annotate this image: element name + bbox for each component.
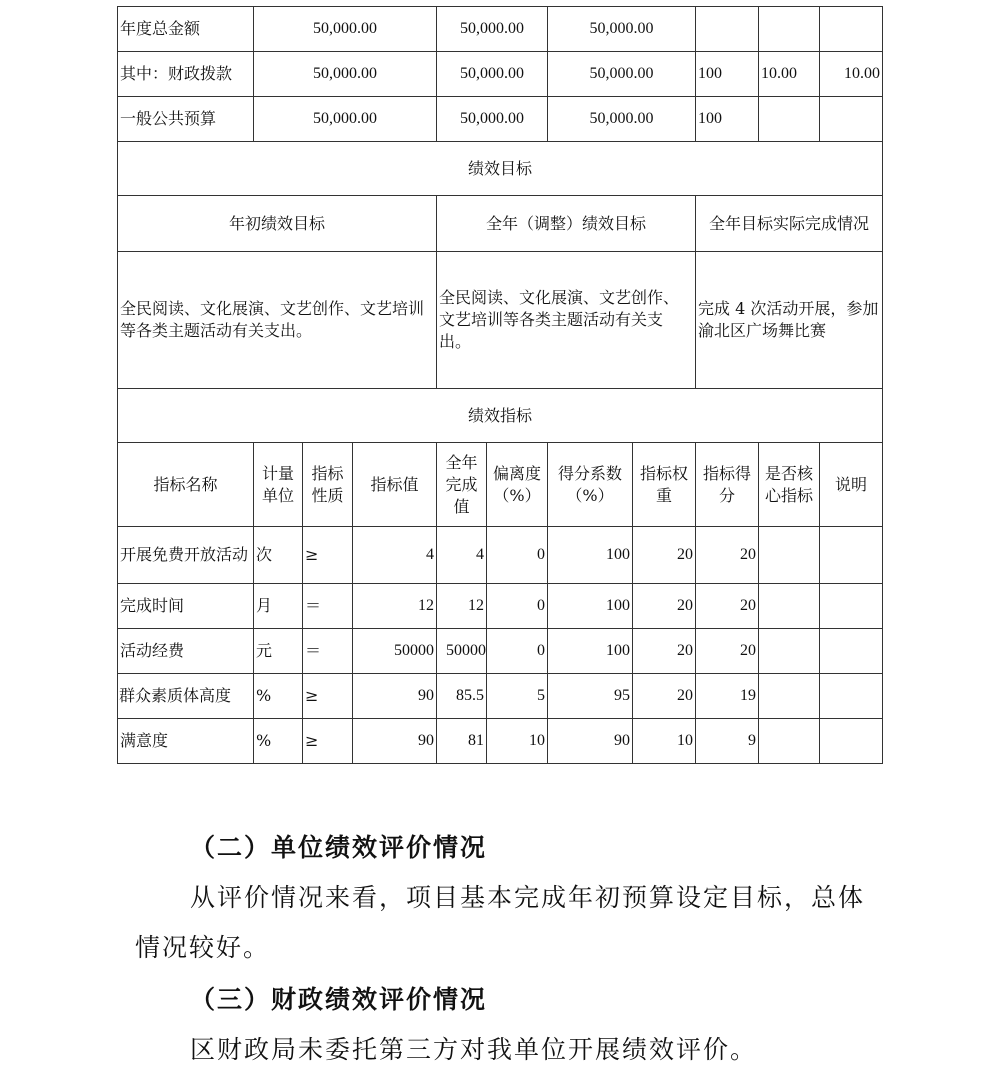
budget-value: 50,000.00 [437,52,548,97]
header-cell: 指标名称 [118,443,254,527]
indicator-row [118,629,883,674]
indicator-deviation: 0 [487,584,548,629]
budget-value: 100 [696,97,759,142]
budget-value [696,7,759,52]
budget-value: 50,000.00 [437,97,548,142]
indicator-done: 81 [437,719,487,764]
indicator-unit: % [254,674,303,719]
indicator-unit: 元 [254,629,303,674]
header-cell: 得分系数（%） [548,443,633,527]
goals-adjusted-text: 全民阅读、文化展演、文艺创作、文艺培训等各类主题活动有关支出。 [437,252,696,389]
indicator-core [759,674,820,719]
budget-value [759,97,820,142]
budget-value: 10.00 [759,52,820,97]
unit-evaluation-heading: （二）单位绩效评价情况 [190,833,488,862]
header-cell: 全年完成值 [437,443,487,527]
indicator-score: 20 [696,584,759,629]
indicator-coefficient: 90 [548,719,633,764]
goals-initial-text: 全民阅读、文化展演、文艺创作、文艺培训等各类主题活动有关支出。 [118,252,437,389]
indicator-note [820,584,883,629]
budget-row [118,7,883,52]
header-cell: 计量单位 [254,443,303,527]
indicator-name: 完成时间 [118,584,254,629]
header-cell: 偏离度（%） [487,443,548,527]
indicator-weight: 20 [633,527,696,584]
header-cell: 指标权重 [633,443,696,527]
budget-value [759,7,820,52]
indicator-note [820,674,883,719]
budget-value: 50,000.00 [548,52,696,97]
performance-table [117,6,883,764]
indicator-score: 9 [696,719,759,764]
indicator-core [759,527,820,584]
indicator-unit: 次 [254,527,303,584]
goals-actual-text: 完成 4 次活动开展，参加渝北区广场舞比赛 [696,252,883,389]
budget-value: 50,000.00 [254,97,437,142]
budget-value: 100 [696,52,759,97]
unit-evaluation-body-line2: 情况较好。 [135,933,271,962]
indicator-coefficient: 100 [548,527,633,584]
goals-col-adjusted: 全年（调整）绩效目标 [437,196,696,252]
indicator-target: 4 [353,527,437,584]
indicator-score: 19 [696,674,759,719]
indicator-core [759,584,820,629]
indicator-deviation: 0 [487,527,548,584]
finance-evaluation-body: 区财政局未委托第三方对我单位开展绩效评价。 [190,1035,758,1064]
indicator-unit: % [254,719,303,764]
indicator-target: 50000 [353,629,437,674]
indicator-nature: ＝ [303,629,353,674]
indicator-done: 12 [437,584,487,629]
indicator-nature: ≥ [303,527,353,584]
indicator-done: 85.5 [437,674,487,719]
indicator-row [118,527,883,584]
budget-value: 50,000.00 [548,97,696,142]
indicator-target: 12 [353,584,437,629]
budget-label: 其中：财政拨款 [118,52,254,97]
indicator-score: 20 [696,629,759,674]
indicator-deviation: 0 [487,629,548,674]
indicator-weight: 20 [633,584,696,629]
indicator-nature: ≥ [303,719,353,764]
goals-col-actual: 全年目标实际完成情况 [696,196,883,252]
indicator-coefficient: 95 [548,674,633,719]
goals-section-title: 绩效目标 [118,142,883,196]
header-cell: 是否核心指标 [759,443,820,527]
budget-label: 一般公共预算 [118,97,254,142]
indicator-nature: ≥ [303,674,353,719]
budget-label: 年度总金额 [118,7,254,52]
indicator-name: 群众素质体高度 [118,674,254,719]
budget-value: 50,000.00 [254,52,437,97]
indicator-header-row [118,443,883,527]
indicator-name: 开展免费开放活动 [118,527,254,584]
indicator-score: 20 [696,527,759,584]
indicator-unit: 月 [254,584,303,629]
indicator-core [759,629,820,674]
budget-value [820,7,883,52]
finance-evaluation-heading: （三）财政绩效评价情况 [190,985,488,1014]
indicator-target: 90 [353,674,437,719]
budget-value [820,97,883,142]
indicator-weight: 20 [633,629,696,674]
budget-row [118,52,883,97]
indicator-name: 活动经费 [118,629,254,674]
header-cell: 说明 [820,443,883,527]
indicator-row [118,584,883,629]
budget-value: 50,000.00 [548,7,696,52]
indicator-name: 满意度 [118,719,254,764]
indicator-deviation: 10 [487,719,548,764]
indicator-row [118,674,883,719]
budget-value: 50,000.00 [437,7,548,52]
header-cell: 指标得分 [696,443,759,527]
unit-evaluation-body-line1: 从评价情况来看，项目基本完成年初预算设定目标，总体 [190,883,866,912]
indicator-target: 90 [353,719,437,764]
indicator-note [820,527,883,584]
indicator-note [820,719,883,764]
indicator-done: 4 [437,527,487,584]
indicator-core [759,719,820,764]
indicator-weight: 10 [633,719,696,764]
indicators-section-title: 绩效指标 [118,389,883,443]
indicator-note [820,629,883,674]
budget-value: 50,000.00 [254,7,437,52]
indicator-coefficient: 100 [548,629,633,674]
header-cell: 指标性质 [303,443,353,527]
indicator-weight: 20 [633,674,696,719]
indicator-deviation: 5 [487,674,548,719]
indicator-nature: ＝ [303,584,353,629]
indicator-done: 50000 [437,629,487,674]
indicator-row [118,719,883,764]
indicator-coefficient: 100 [548,584,633,629]
goals-col-initial: 年初绩效目标 [118,196,437,252]
budget-value: 10.00 [820,52,883,97]
budget-row [118,97,883,142]
header-cell: 指标值 [353,443,437,527]
